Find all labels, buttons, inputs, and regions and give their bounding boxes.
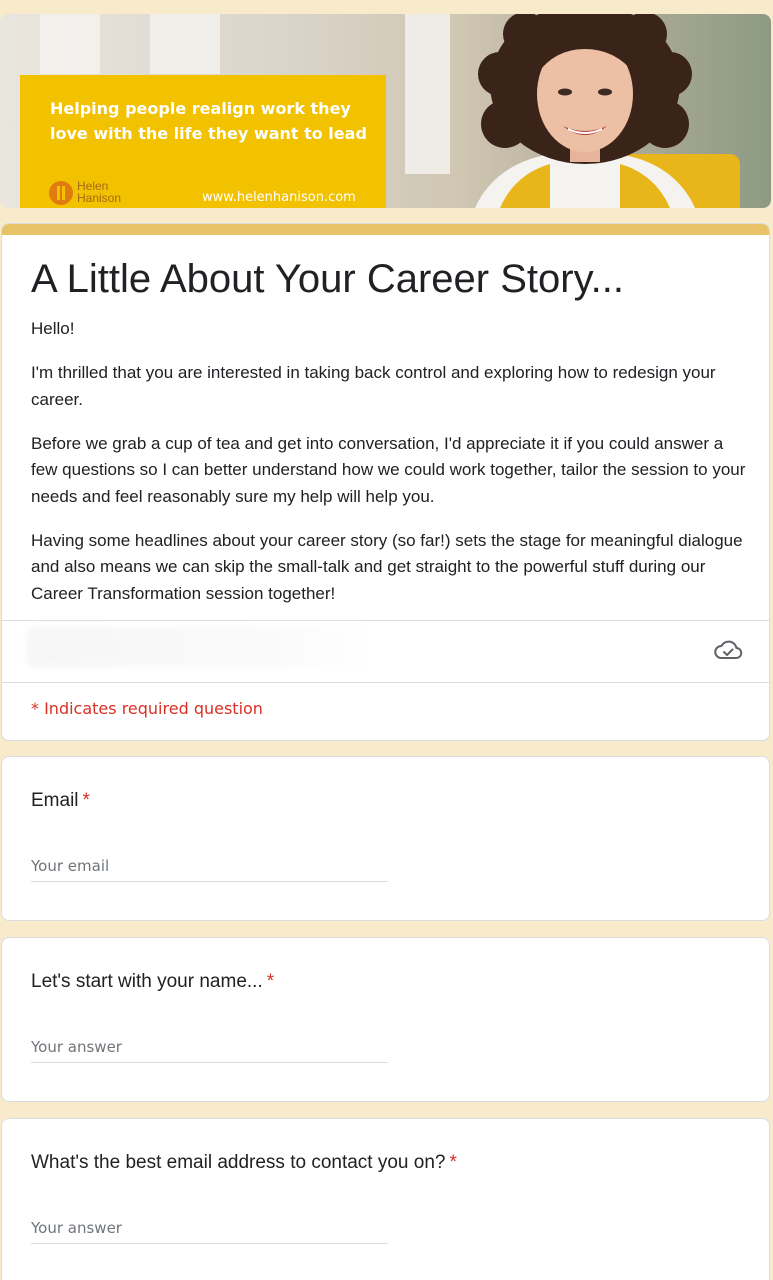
logo-line-1: Helen <box>77 179 109 193</box>
question-title <box>31 1152 457 1174</box>
divider <box>2 620 769 621</box>
email-input[interactable] <box>31 850 388 882</box>
cloud-check-icon[interactable] <box>713 637 743 663</box>
card-accent-bar <box>2 224 769 235</box>
banner-tagline: Helping people realign work they love with the life they want to lead <box>50 99 367 143</box>
question-card-email <box>1 756 770 921</box>
required-question-note: * Indicates required question <box>31 699 263 718</box>
description-paragraph: Before we grab a cup of tea and get into conversation, I'd appreciate it if you could answer a few questions so I can better understand how we could work together, tailor the session to your needs and feel reasonably sure my help will help you. <box>31 433 746 506</box>
banner-website-url: www.helenhanison.com <box>202 190 356 205</box>
form-header-card <box>1 223 770 741</box>
required-asterisk: * <box>82 790 90 811</box>
portrait-photo <box>455 14 715 208</box>
banner-logo-text <box>77 180 121 204</box>
question-title <box>31 971 274 993</box>
name-input[interactable] <box>31 1031 388 1063</box>
description-paragraph: I'm thrilled that you are interested in taking back control and exploring how to redesign your career. <box>31 363 716 409</box>
form-title: A Little About Your Career Story... <box>31 257 624 301</box>
contact-email-input[interactable] <box>31 1212 388 1244</box>
question-label: Let's start with your name... <box>31 971 263 992</box>
question-label: Email <box>31 790 79 811</box>
helen-hanison-logo-icon <box>49 181 73 205</box>
question-card-contact-email <box>1 1118 770 1280</box>
question-title <box>31 790 90 812</box>
background-window <box>40 14 100 74</box>
required-asterisk: * <box>449 1152 457 1173</box>
logo-line-2: Hanison <box>77 191 122 205</box>
background-window <box>405 14 450 174</box>
form-description <box>31 316 746 625</box>
background-window <box>150 14 220 74</box>
divider <box>2 682 769 683</box>
description-paragraph: Having some headlines about your career story (so far!) sets the stage for meaningful dialogue and also means we can skip the small-talk and get straight to the powerful stuff during our Career Transformation session together! <box>31 530 743 603</box>
account-info-redacted <box>27 627 377 667</box>
header-banner-image <box>0 14 771 208</box>
required-asterisk: * <box>266 971 275 992</box>
question-card-name <box>1 937 770 1102</box>
description-paragraph: Hello! <box>31 319 75 338</box>
question-label: What's the best email address to contact you on? <box>31 1152 446 1173</box>
